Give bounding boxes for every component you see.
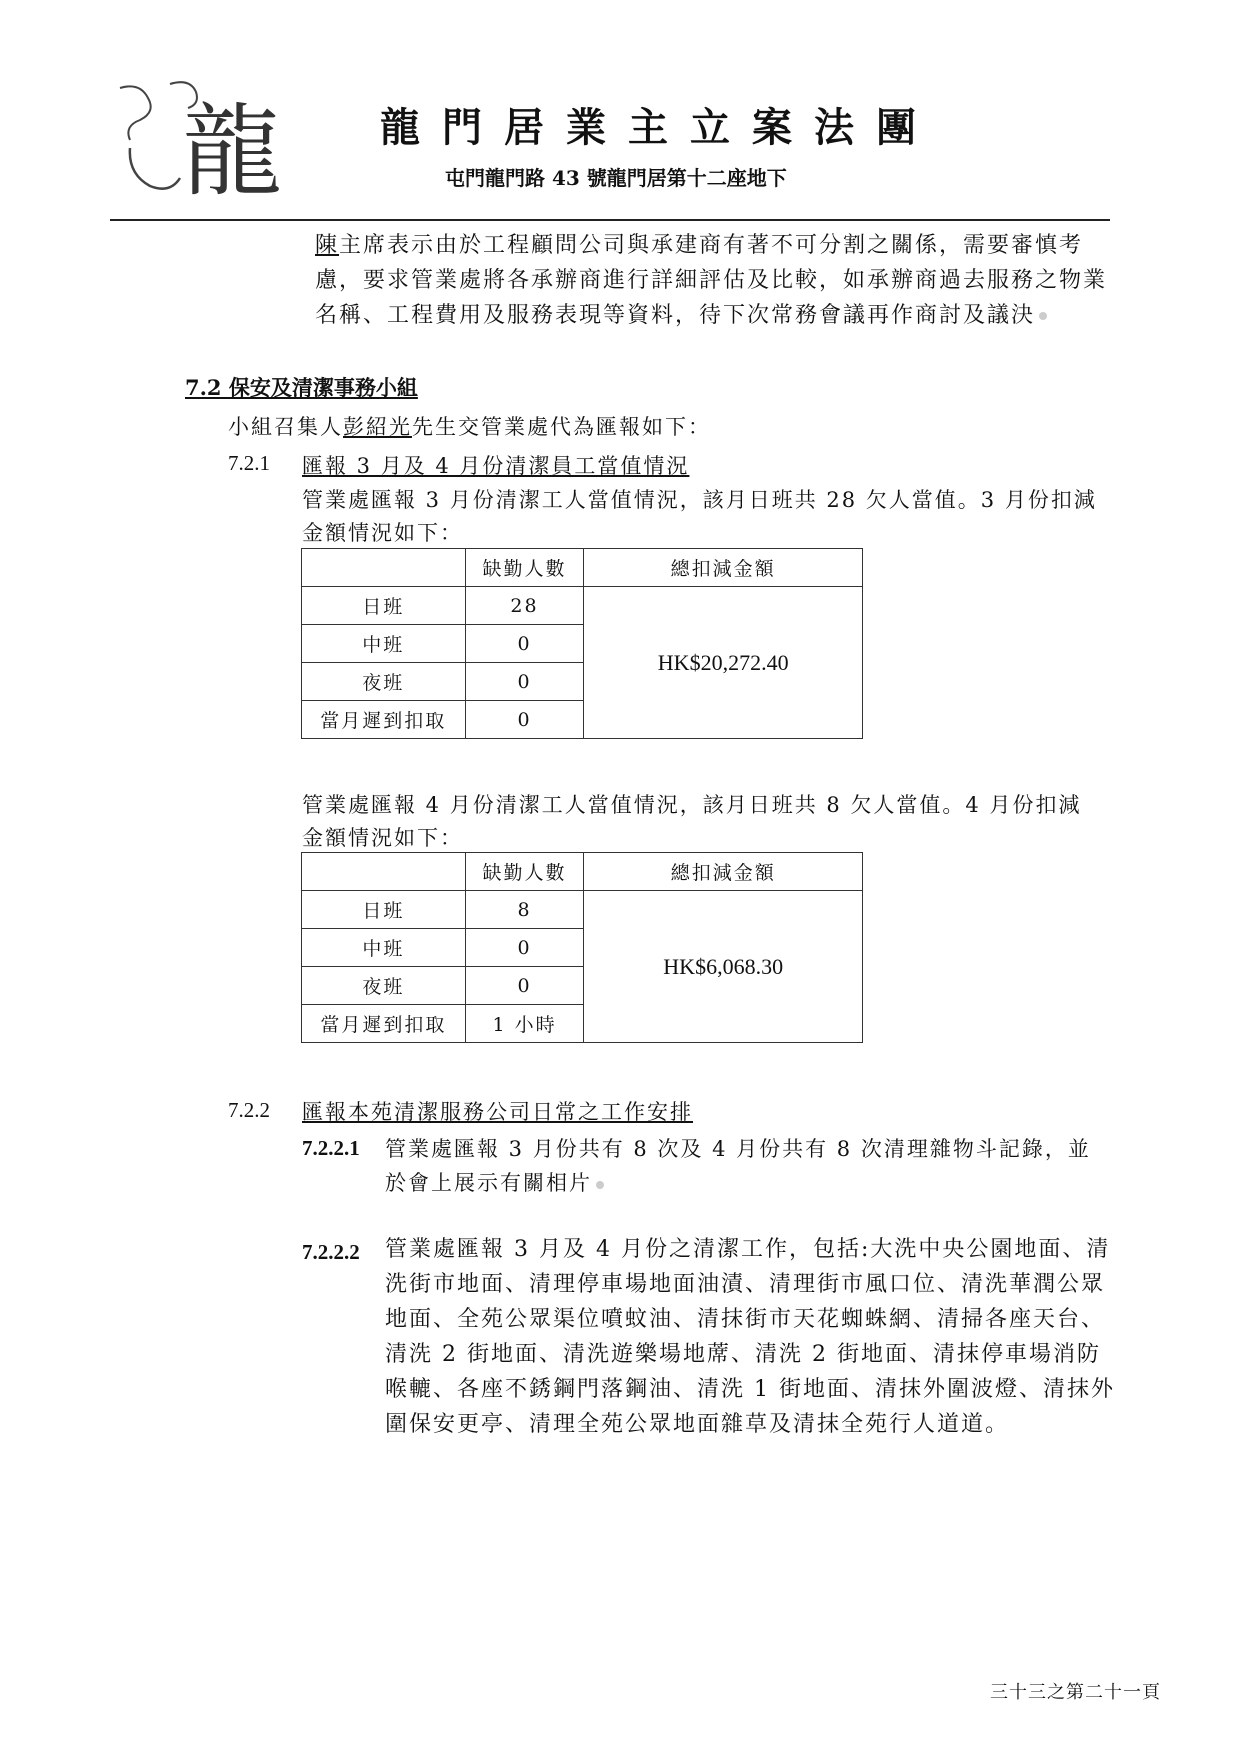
item-7-2-2-2-text: 管業處匯報 3 月及 4 月份之清潔工作，包括:大洗中央公園地面、清洗街市地面、清理停車場地面油漬、清理街市風口位、清洗華潤公眾地面、全苑公眾渠位噴蚊油、清抹街市天花蜘蛛網、清掃各座天台、清洗 2 街地面、清洗遊樂場地蓆、清洗 2 街地面、清抹停車場消防喉轆、各座不銹鋼門落鋼油、清洗 1 街地面、清抹外圍波燈、清抹外圍保安更亭、清理全苑公眾地面雜草及清抹全苑行人道道。 <box>385 1237 1115 1437</box>
section-7-2-heading: 7.2 保安及清潔事務小組 <box>185 375 418 400</box>
shift-label: 夜班 <box>302 663 466 701</box>
item-7-2-1-number: 7.2.1 <box>228 451 270 475</box>
table-corner-cell <box>302 549 466 587</box>
item-7-2-2-2-number: 7.2.2.2 <box>302 1240 360 1264</box>
april-summary-line-1: 管業處匯報 4 月份清潔工人當值情況，該月日班共 8 欠人當值。4 月份扣減 <box>302 793 1082 817</box>
absent-count: 0 <box>465 701 584 739</box>
april-deduction-table <box>301 852 863 1043</box>
organization-name: 龍門居業主立案法團 <box>380 104 938 151</box>
table-corner-cell <box>302 853 466 891</box>
intro-paragraph <box>315 228 1125 333</box>
table-row <box>302 891 863 929</box>
logo-glyph: 龍 <box>182 93 280 200</box>
absent-count: 0 <box>465 967 584 1005</box>
item-7-2-1-title: 匯報 3 月及 4 月份清潔員工當值情況 <box>302 454 690 478</box>
section-7-2-report-line: 小組召集人彭紹光先生交管業處代為匯報如下： <box>228 415 711 439</box>
march-deduction-table <box>301 548 863 739</box>
item-7-2-2-1-number: 7.2.2.1 <box>302 1136 360 1160</box>
absent-count: 1 小時 <box>465 1005 584 1043</box>
header-divider <box>110 219 1110 221</box>
absent-count: 28 <box>465 587 584 625</box>
absent-count: 8 <box>465 891 584 929</box>
convener-name: 彭紹光 <box>343 415 412 439</box>
total-deduction-amount: HK$20,272.40 <box>584 587 863 739</box>
organization-address: 屯門龍門路 43 號龍門居第十二座地下 <box>445 166 787 190</box>
absent-count: 0 <box>465 929 584 967</box>
scan-speck <box>596 1181 604 1189</box>
header-total-deduction: 總扣減金額 <box>584 853 863 891</box>
table-header-row <box>302 853 863 891</box>
march-summary-line-2: 金額情況如下： <box>302 521 463 545</box>
shift-label: 日班 <box>302 587 466 625</box>
table-header-row <box>302 549 863 587</box>
shift-label: 日班 <box>302 891 466 929</box>
total-deduction-amount: HK$6,068.30 <box>584 891 863 1043</box>
item-7-2-2-1-line-2: 於會上展示有關相片 <box>385 1167 604 1197</box>
shift-label: 中班 <box>302 929 466 967</box>
shift-label: 當月遲到扣取 <box>302 701 466 739</box>
header-absent-count: 缺勤人數 <box>465 549 584 587</box>
item-7-2-2-1-line-1: 管業處匯報 3 月份共有 8 次及 4 月份共有 8 次清理雜物斗記錄，並 <box>385 1137 1091 1161</box>
scan-speck <box>1039 312 1047 320</box>
item-7-2-2-title: 匯報本苑清潔服務公司日常之工作安排 <box>302 1100 693 1124</box>
intro-text: 主席表示由於工程顧問公司與承建商有著不可分割之關係，需要審慎考慮，要求管業處將各承辦商進行詳細評估及比較，如承辦商過去服務之物業名稱、工程費用及服務表現等資料，待下次常務會議再作商討及議決 <box>315 233 1108 328</box>
absent-count: 0 <box>465 625 584 663</box>
page-number: 三十三之第二十一頁 <box>990 1682 1161 1703</box>
intro-underlined-name: 陳 <box>315 233 340 258</box>
shift-label: 當月遲到扣取 <box>302 1005 466 1043</box>
dragon-logo <box>110 78 280 200</box>
shift-label: 夜班 <box>302 967 466 1005</box>
table-row <box>302 587 863 625</box>
header-total-deduction: 總扣減金額 <box>584 549 863 587</box>
header-absent-count: 缺勤人數 <box>465 853 584 891</box>
item-7-2-2-number: 7.2.2 <box>228 1098 270 1122</box>
april-summary-line-2: 金額情況如下： <box>302 826 463 850</box>
shift-label: 中班 <box>302 625 466 663</box>
absent-count: 0 <box>465 663 584 701</box>
march-summary-line-1: 管業處匯報 3 月份清潔工人當值情況，該月日班共 28 欠人當值。3 月份扣減 <box>302 488 1097 512</box>
